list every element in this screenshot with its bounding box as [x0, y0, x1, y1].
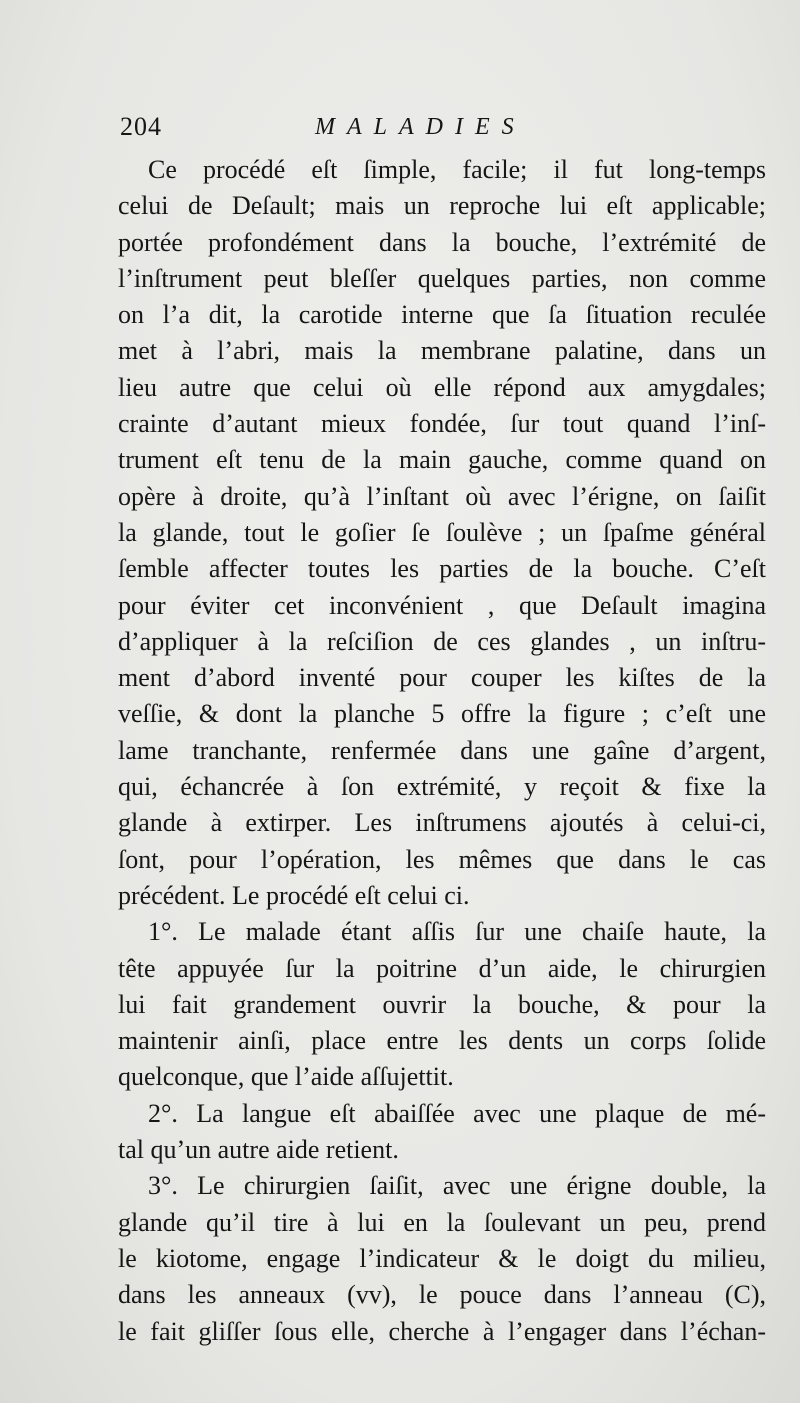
text-line: tête appuyée ſur la poitrine d’un aide, le chirurgien	[118, 953, 766, 983]
text-line: qui, échancrée à ſon extrémité, y reçoit & fixe la	[118, 772, 766, 802]
text-line: 2°. La langue eſt abaiſſée avec une plaque de mé-	[148, 1098, 766, 1128]
text-line: crainte d’autant mieux fondée, ſur tout quand l’inſ-	[118, 409, 766, 439]
running-head	[120, 112, 760, 146]
text-line: portée profondément dans la bouche, l’extrémité de	[118, 227, 766, 257]
text-line: lieu autre que celui où elle répond aux amygdales;	[118, 372, 766, 402]
page-number: 204	[120, 112, 162, 141]
text-line: glande qu’il tire à lui en la ſoulevant un peu, prend	[118, 1207, 766, 1237]
text-line: tal qu’un autre aide retient.	[118, 1135, 399, 1165]
text-line: ſont, pour l’opération, les mêmes que dans le cas	[118, 844, 766, 874]
text-line: précédent. Le procédé eſt celui ci.	[118, 880, 470, 910]
text-line: 3°. Le chirurgien ſaiſit, avec une érigne double, la	[148, 1171, 766, 1201]
text-line: celui de Deſault; mais un reproche lui eſt applicable;	[118, 191, 766, 221]
text-line: l’inſtrument peut bleſſer quelques parties, non comme	[118, 263, 766, 293]
text-line: lui fait grandement ouvrir la bouche, & pour la	[118, 989, 766, 1019]
text-line: maintenir ainſi, place entre les dents un corps ſolide	[118, 1026, 766, 1056]
text-line: quelconque, que l’aide aſſujettit.	[118, 1062, 454, 1092]
text-line: on l’a dit, la carotide interne que ſa ſituation reculée	[118, 300, 766, 330]
text-line: d’appliquer à la reſciſion de ces glandes , un inſtru-	[118, 626, 766, 656]
text-line: le kiotome, engage l’indicateur & le doigt du milieu,	[118, 1243, 766, 1273]
text-line: le fait gliſſer ſous elle, cherche à l’engager dans l’échan-	[118, 1316, 766, 1346]
text-line: Ce procédé eſt ſimple, facile; il fut long-temps	[148, 155, 766, 184]
section-title: MALADIES	[315, 114, 526, 140]
text-line: met à l’abri, mais la membrane palatine, dans un	[118, 336, 766, 366]
body-text	[118, 152, 766, 1350]
text-line: glande à extirper. Les inſtrumens ajoutés à celui-ci,	[118, 808, 766, 838]
text-line: ment d’abord inventé pour couper les kiſtes de la	[118, 663, 766, 693]
text-line: veſſie, & dont la planche 5 offre la figure ; c’eſt une	[118, 699, 766, 729]
text-line: opère à droite, qu’à l’inſtant où avec l’érigne, on ſaiſit	[118, 481, 766, 511]
text-line: pour éviter cet inconvénient , que Deſault imagina	[118, 590, 766, 620]
text-line: trument eſt tenu de la main gauche, comme quand on	[118, 445, 766, 475]
text-line: ſemble affecter toutes les parties de la bouche. C’eſt	[118, 554, 766, 584]
text-line: lame tranchante, renfermée dans une gaîne d’argent,	[118, 735, 766, 765]
text-line: la glande, tout le goſier ſe ſoulève ; un ſpaſme général	[118, 517, 766, 547]
text-line: 1°. Le malade étant aſſis ſur une chaiſe haute, la	[148, 917, 766, 947]
text-line: dans les anneaux (vv), le pouce dans l’anneau (C),	[118, 1280, 766, 1310]
